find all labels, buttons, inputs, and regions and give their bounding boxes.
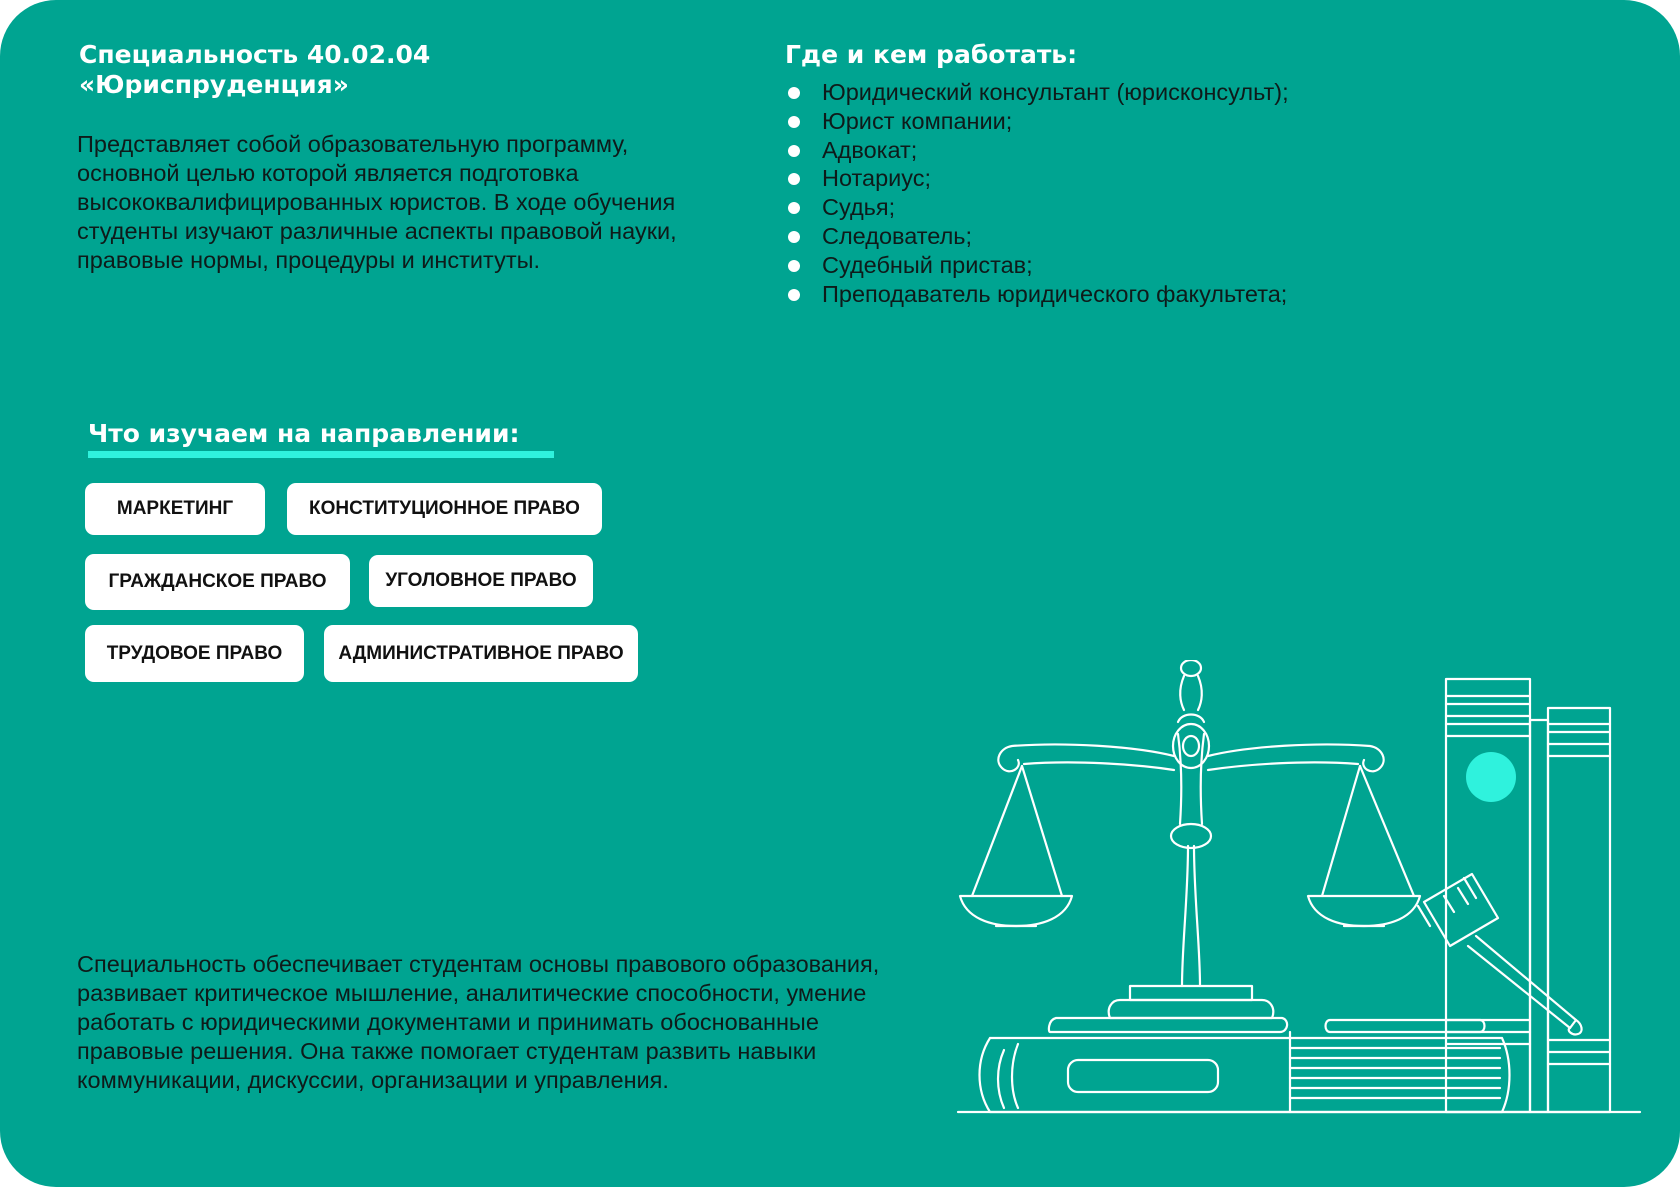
job-label: Адвокат;: [822, 136, 918, 163]
tag-constitutional-law: КОНСТИТУЦИОННОЕ ПРАВО: [287, 483, 602, 535]
job-label: Юрист компании;: [822, 107, 1013, 134]
tag-criminal-law: УГОЛОВНОЕ ПРАВО: [369, 555, 593, 607]
gavel-icon: [1418, 874, 1582, 1034]
bullet-icon: [788, 289, 800, 301]
specialty-title: Специальность 40.02.04 «Юриспруденция»: [79, 40, 431, 99]
list-item: [786, 164, 1289, 193]
specialty-intro: Представляет собой образовательную программу, основной целью которой является подготовка высококвалифицированных юристов. В ходе обучения студенты изучают различные аспекты правовой науки, правовые нормы, процедуры и институты.: [77, 131, 677, 273]
tag-marketing: МАРКЕТИНГ: [85, 483, 265, 535]
list-item: [786, 107, 1289, 136]
tag-civil-law: ГРАЖДАНСКОЕ ПРАВО: [85, 554, 350, 610]
study-heading-underline: [88, 451, 554, 458]
job-label: Судья;: [822, 194, 896, 221]
specialty-outro: Специальность обеспечивает студентам основы правового образования, развивает критическое мышление, аналитические способности, умение работать с юридическими документами и принимать обоснованные правовые решения. Она также помогает студентам развить навыки коммуникации, дискуссии, организации и управления.: [77, 951, 880, 1093]
job-label: Нотариус;: [822, 165, 932, 192]
job-label: Юридический консультант (юрисконсульт);: [822, 79, 1289, 105]
job-label: Следователь;: [822, 222, 973, 249]
bullet-icon: [788, 145, 800, 157]
job-label: Судебный пристав;: [822, 251, 1033, 278]
list-item: [786, 280, 1289, 309]
list-item: [786, 136, 1289, 165]
justice-illustration: [930, 660, 1650, 1120]
tag-administrative-law: АДМИНИСТРАТИВНОЕ ПРАВО: [324, 625, 638, 682]
tag-labour-law: ТРУДОВОЕ ПРАВО: [85, 625, 304, 682]
bullet-icon: [788, 260, 800, 272]
study-heading: Что изучаем на направлении:: [88, 419, 520, 448]
bullet-icon: [788, 116, 800, 128]
bullet-icon: [788, 87, 800, 99]
list-item: [786, 251, 1289, 280]
list-item: [786, 78, 1289, 107]
bullet-icon: [788, 202, 800, 214]
book-stack-icon: [980, 1018, 1510, 1112]
scales-of-justice-icon: [960, 660, 1420, 1018]
bullet-icon: [788, 173, 800, 185]
bullet-icon: [788, 231, 800, 243]
list-item: [786, 222, 1289, 251]
list-item: [786, 193, 1289, 222]
job-label: Преподаватель юридического факультета;: [822, 280, 1288, 307]
jobs-list: [786, 78, 1289, 308]
jobs-heading: Где и кем работать:: [785, 40, 1078, 69]
